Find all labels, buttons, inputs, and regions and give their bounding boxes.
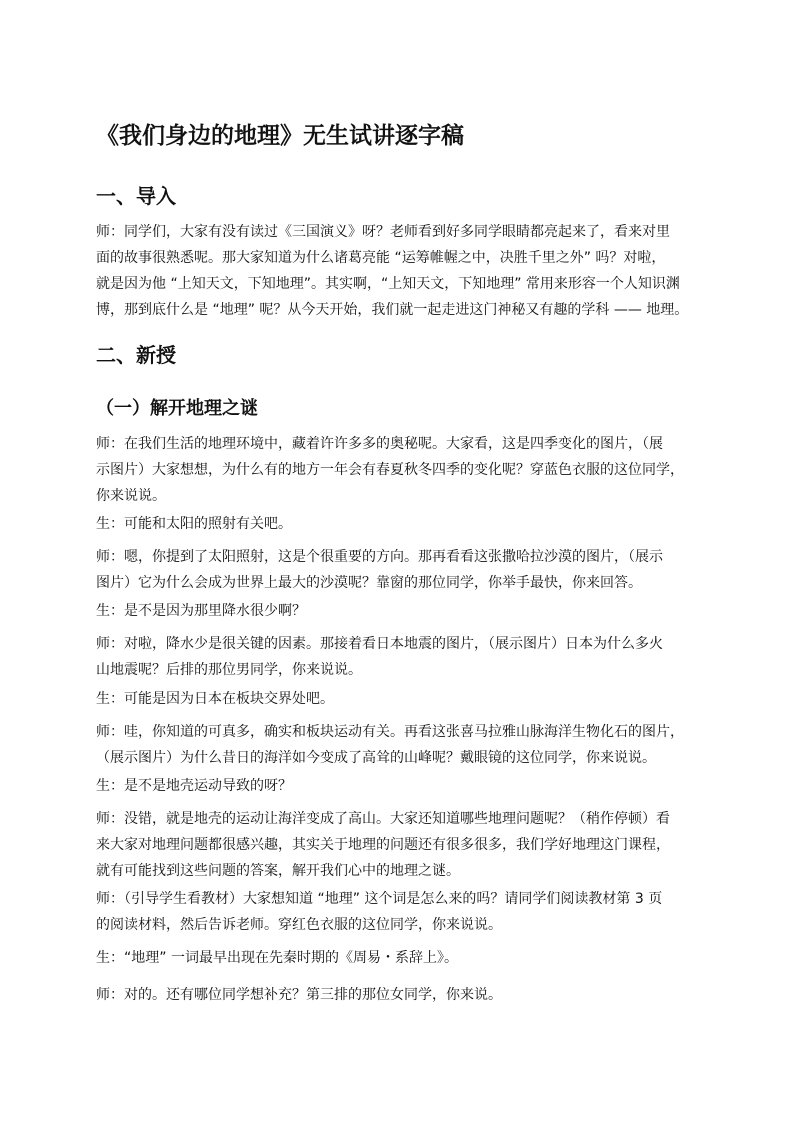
paragraph-intro-teacher — [96, 219, 688, 323]
paragraph-line: 生：“地理” 一词最早出现在先秦时期的《周易・系辞上》。 — [96, 950, 458, 966]
paragraph-line: 面的故事很熟悉呢。那大家知道为什么诸葛亮能 “运筹帷幄之中，决胜千里之外” 吗？对啦， — [96, 250, 666, 266]
paragraph-line: 师：对啦，降水少是很关键的因素。那接着看日本地震的图片，（展示图片）日本为什么多火 — [96, 636, 663, 652]
dialogue-paragraph-student — [96, 511, 292, 537]
section-heading-new-lesson: 二、新授 — [96, 343, 176, 367]
document-title: 《我们身边的地理》无生试讲逐字稿 — [96, 123, 464, 149]
paragraph-line: 师：哇，你知道的可真多，确实和板块运动有关。再看这张喜马拉雅山脉海洋生物化石的图片， — [96, 724, 684, 740]
paragraph-line: 师：对的。还有哪位同学想补充？第三排的那位女同学，你来说。 — [96, 987, 502, 1003]
dialogue-paragraph-student — [96, 686, 334, 712]
dialogue-paragraph-teacher — [96, 544, 663, 596]
paragraph-line: 博，那到底什么是 “地理” 呢？从今天开始，我们就一起走进这门神秘又有趣的学科 —— 地理。 — [96, 302, 689, 318]
dialogue-paragraph-teacher — [96, 719, 684, 771]
paragraph-line: 生：是不是地壳运动导致的呀？ — [96, 778, 292, 794]
dialogue-paragraph-teacher — [96, 982, 502, 1008]
dialogue-paragraph-teacher — [96, 631, 663, 683]
paragraph-line: 就是因为他 “上知天文，下知地理”。其实啊，“上知天文，下知地理” 常用来形容一个人知识渊 — [96, 276, 680, 292]
dialogue-paragraph-student — [96, 945, 458, 971]
paragraph-line: 图片）它为什么会成为世界上最大的沙漠呢？靠窗的那位同学，你举手最快，你来回答。 — [96, 575, 642, 591]
dialogue-paragraph-teacher — [96, 886, 662, 938]
paragraph-line: 的阅读材料，然后告诉老师。穿红色衣服的这位同学，你来说说。 — [96, 917, 502, 933]
paragraph-line: （展示图片）为什么昔日的海洋如今变成了高耸的山峰呢？戴眼镜的这位同学，你来说说。 — [96, 750, 656, 766]
paragraph-line: 师：嗯，你提到了太阳照射，这是个很重要的方向。那再看看这张撒哈拉沙漠的图片，（展示 — [96, 549, 663, 565]
dialogue-paragraph-teacher — [96, 431, 684, 509]
dialogue-paragraph-teacher — [96, 806, 670, 884]
paragraph-line: 师：（引导学生看教材）大家想知道 “地理” 这个词是怎么来的吗？请同学们阅读教材第 3 页 — [96, 891, 663, 907]
paragraph-line: 师：没错，就是地壳的运动让海洋变成了高山。大家还知道哪些地理问题呢？（稍作停顿）看 — [96, 811, 670, 827]
paragraph-line: 示图片）大家想想，为什么有的地方一年会有春夏秋冬四季的变化呢？穿蓝色衣服的这位同学， — [96, 462, 684, 478]
dialogue-paragraph-student — [96, 773, 292, 799]
paragraph-line: 师：同学们，大家有没有读过《三国演义》呀？老师看到好多同学眼睛都亮起来了，看来对里 — [96, 224, 670, 240]
paragraph-line: 生：是不是因为那里降水很少啊？ — [96, 603, 306, 619]
paragraph-line: 你来说说。 — [96, 488, 166, 504]
paragraph-line: 来大家对地理问题都很感兴趣，其实关于地理的问题还有很多很多，我们学好地理这门课程， — [96, 837, 670, 853]
subsection-heading-geography-mystery: （一）解开地理之谜 — [96, 398, 258, 419]
dialogue-paragraph-student — [96, 598, 306, 624]
paragraph-line: 生：可能和太阳的照射有关吧。 — [96, 516, 292, 532]
paragraph-line: 就有可能找到这些问题的答案，解开我们心中的地理之谜。 — [96, 863, 460, 879]
paragraph-line: 生：可能是因为日本在板块交界处吧。 — [96, 691, 334, 707]
paragraph-line: 师：在我们生活的地理环境中，藏着许许多多的奥秘呢。大家看，这是四季变化的图片，（展 — [96, 436, 663, 452]
paragraph-line: 山地震呢？后排的那位男同学，你来说说。 — [96, 662, 362, 678]
section-heading-intro: 一、导入 — [96, 184, 176, 208]
